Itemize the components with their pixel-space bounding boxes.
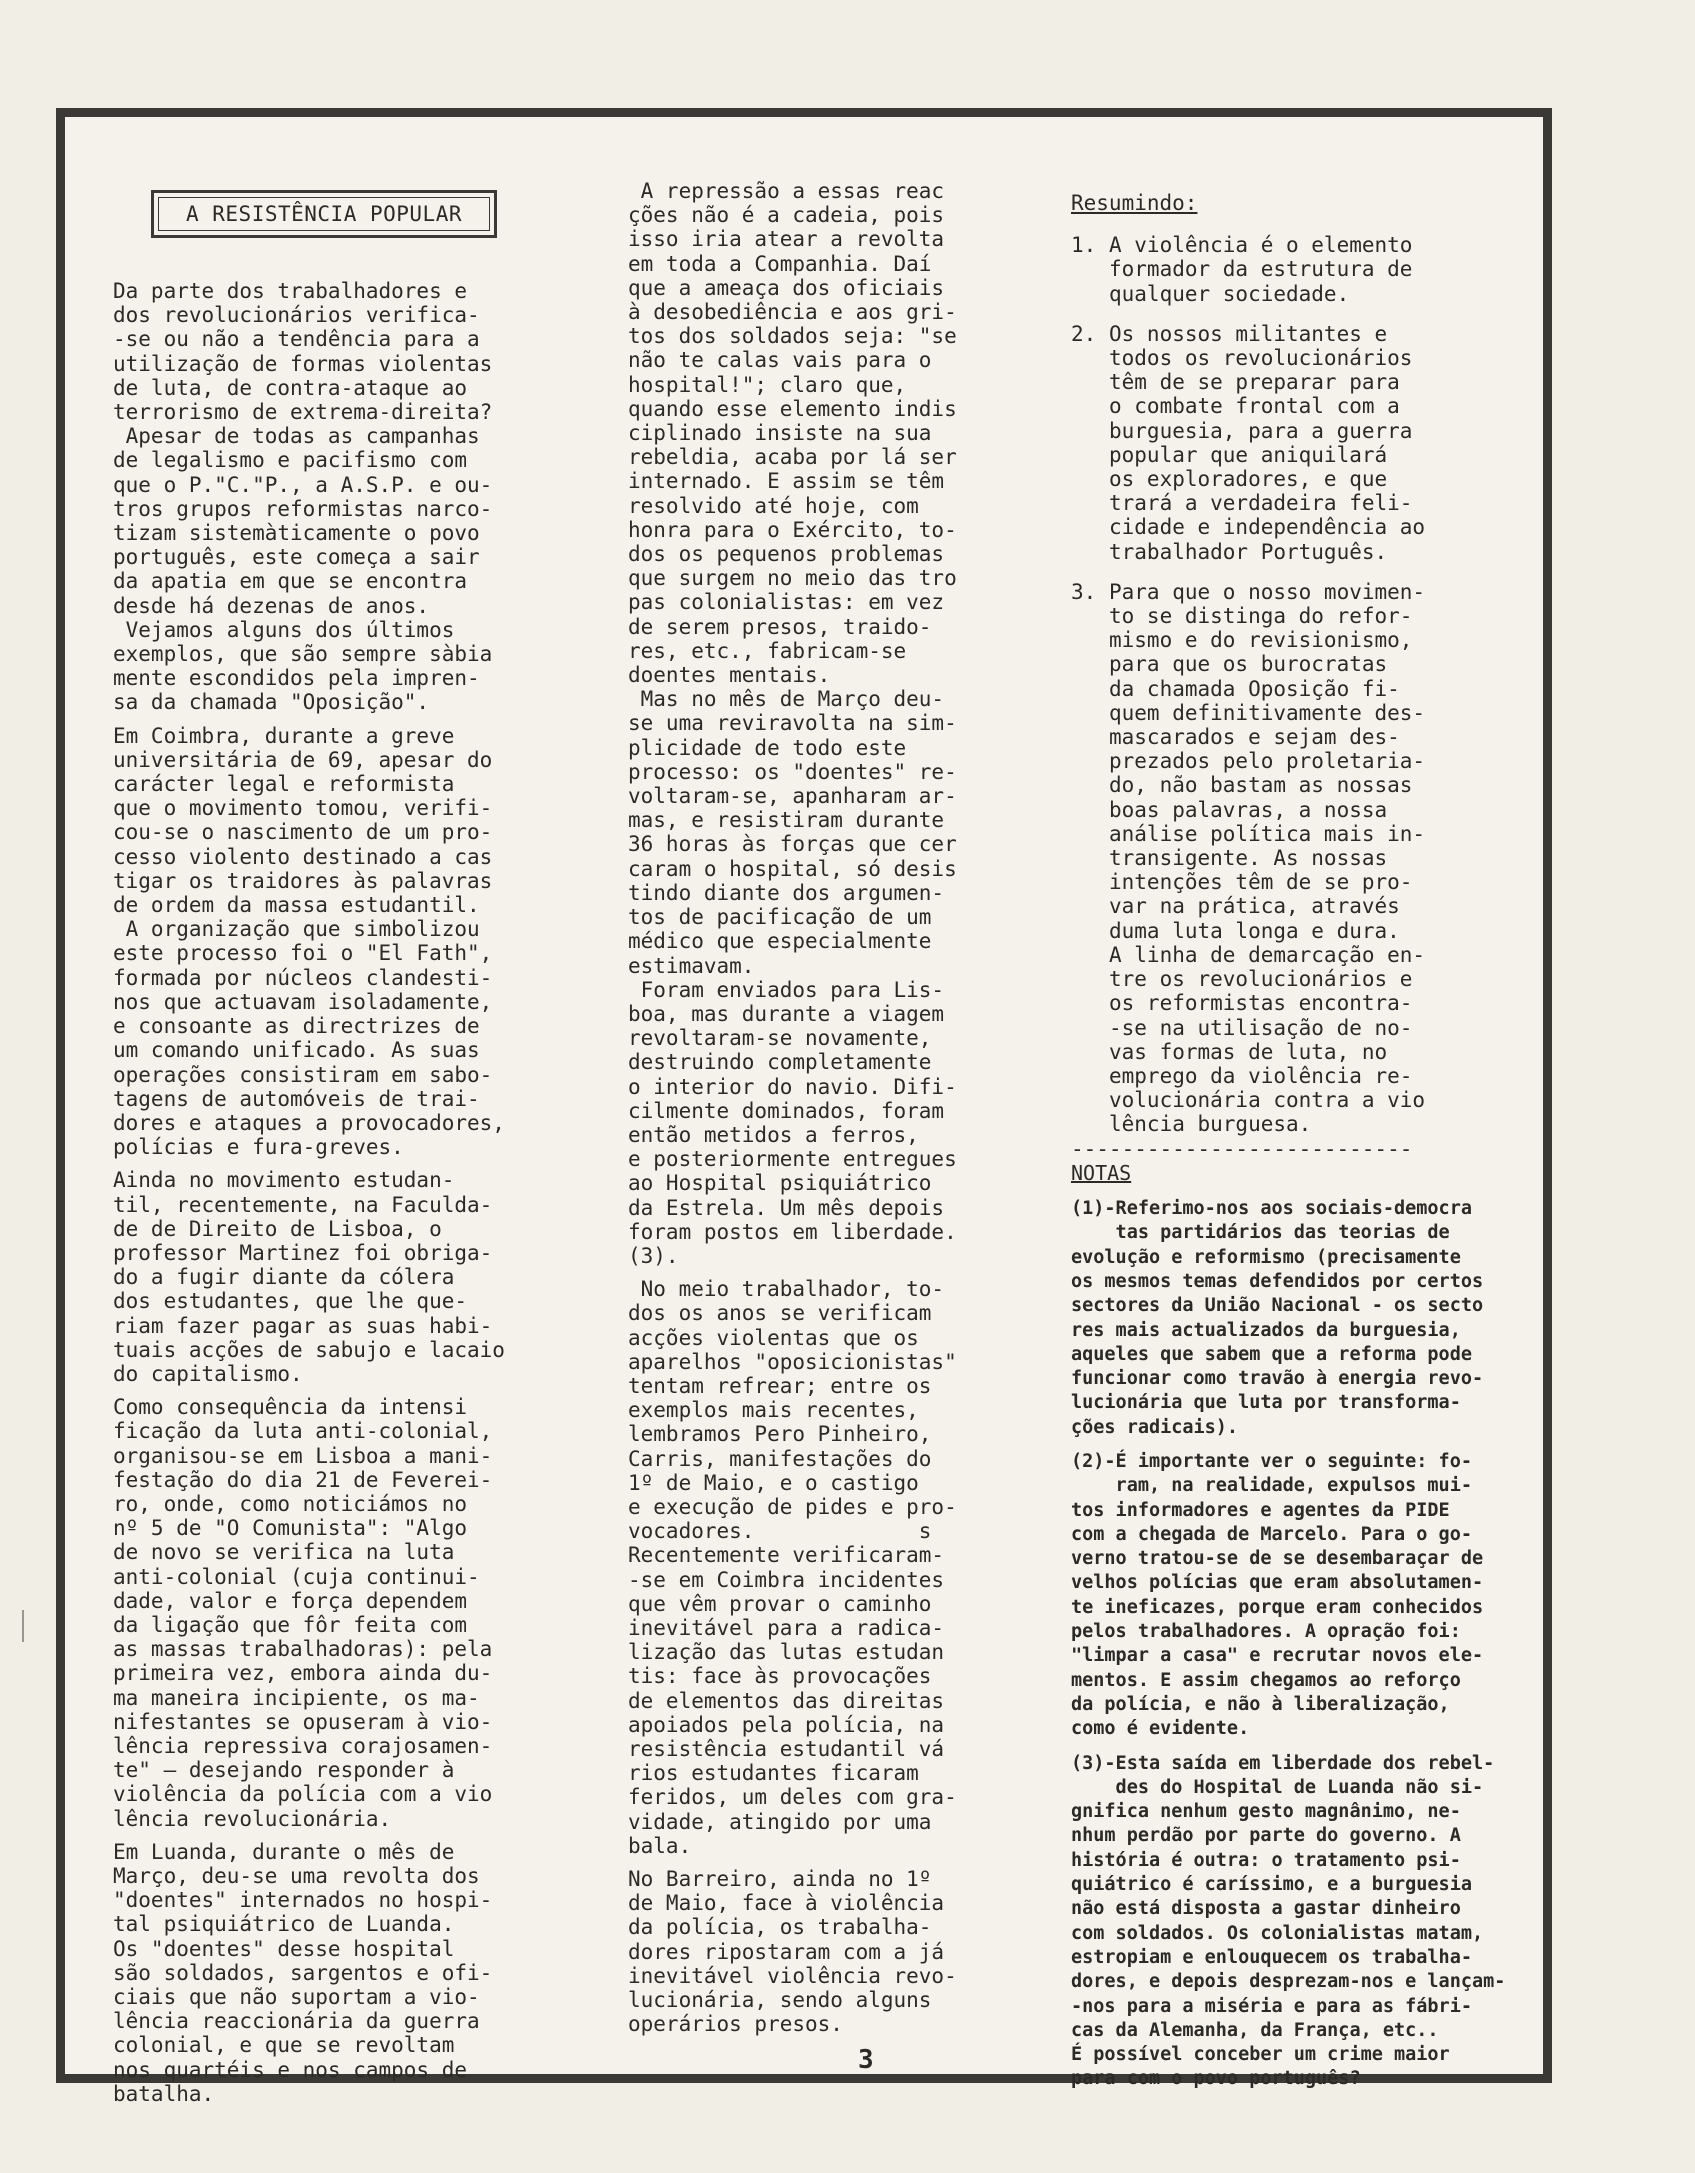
column1-paragraph: Em Luanda, durante o mês de Março, deu-se uma revolta dos "doentes" internados no hospi- tal psiquiátrico de Luanda. Os "doentes" desse hospital são soldados, sargentos e ofi- ciais que não suportam a vio- lência reaccionária da guerra colonial, e que se revoltam nos quartéis e nos campos de batalha. [113, 1839, 493, 2106]
summary-item-paragraph: Os nossos militantes e todos os revolucionários têm de se preparar para o combate frontal com a burguesia, para a guerra popular que aniquilará os exploradores, e que trará a verdadeira feli- cidade e independência ao trabalhador Português. [1109, 321, 1426, 564]
column1-paragraph: Em Coimbra, durante a greve universitária de 69, apesar do carácter legal e reformista que o movimento tomou, verifi- cou-se o nascimento de um pro- cesso violento destinado a cas tigar os traidores às palavras de ordem da massa estudantil. A organização que simbolizou este processo foi o "El Fath", formada por núcleos clandesti- nos que actuavam isoladamente, e consoante as directrizes de um comando unificado. As suas operações consistiram em sabo- tagens de automóveis de trai- dores e ataques a provocadores, polícias e fura-greves. [113, 723, 505, 1160]
note-item [1071, 1197, 1505, 1440]
column-right [1071, 191, 1505, 2092]
column2-paragraph: A repressão a essas reac ções não é a cadeia, pois isso iria atear a revolta em toda a Companhia. Daí que a ameaça dos oficiais à desobediência e aos gri- tos dos soldados seja: "se não te calas vais para o hospital!"; claro que, quando esse elemento indis ciplinado insiste na sua rebeldia, acaba por lá ser internado. E assim se têm resolvido até hoje, com honra para o Exército, to- dos os pequenos problemas que surgem no meio das tro pas colonialistas: em vez de serem presos, traido- res, etc., fabricam-se doentes mentais. Mas no mês de Março deu- se uma reviravolta na sim- plicidade de todo este processo: os "doentes" re- voltaram-se, apanharam ar- mas, e resistiram durante 36 horas às forças que cer caram o hospital, só desis tindo diante dos argumen- tos de pacificação de um médico que especialmente estimavam. Foram enviados para Lis- boa, mas durante a viagem revoltaram-se novamente, destruindo completamente o interior do navio. Difi- cilmente dominados, foram então metidos a ferros, e posteriormente entregues ao Hospital psiquiátrico da Estrela. Um mês depois foram postos em liberdade. (3). [628, 179, 957, 1268]
column-left [113, 279, 505, 2106]
scan-mark [22, 1610, 24, 1642]
summary-item-text [1109, 233, 1412, 306]
summary-item-number: 1. [1071, 233, 1097, 258]
note-paragraph: (2)-É importante ver o seguinte: fo- ram, na realidade, expulsos mui- tos informadores e agentes da PIDE com a chegada de Marcelo. Para o go- verno tratou-se de se desembaraçar de velhos polícias que eram absolutamen- te ineficazes, porque eram conhecidos pelos trabalhadores. A opração foi: "limpar a casa" e recrutar novos ele- mentos. E assim chegamos ao reforço da polícia, e não à liberalização, como é evidente. [1071, 1450, 1484, 1740]
note-item [1071, 1752, 1505, 2092]
summary-item-text [1109, 322, 1425, 564]
summary-item-text [1109, 580, 1425, 1137]
column-middle [628, 179, 957, 2036]
summary-item-paragraph: Para que o nosso movimen- to se distinga do refor- mismo e do revisionismo, para que os burocratas da chamada Oposição fi- quem definitivamente des- mascarados e sejam des- prezados pelo proletaria- do, não bastam as nossas boas palavras, a nossa análise política mais in- transigente. As nossas intenções têm de se pro- var na prática, através duma luta longa e dura. A linha de demarcação en- tre os revolucionários e os reformistas encontra- -se na utilisação de no- vas formas de luta, no emprego da violência re- volucionária contra a vio lência burguesa. [1109, 579, 1426, 1137]
page-number: 3 [858, 2045, 874, 2075]
column2-paragraph: No meio trabalhador, to- dos os anos se verificam acções violentas que os aparelhos "oposicionistas" tentam refrear; entre os exemplos mais recentes, lembramos Pero Pinheiro, Carris, manifestações do 1º de Maio, e o castigo e execução de pides e pro- vocadores. s Recentemente verificaram- -se em Coimbra incidentes que vêm provar o caminho inevitável para a radica- lização das lutas estudan tis: face às provocações de elementos das direitas apoiados pela polícia, na resistência estudantil vá rios estudantes ficaram feridos, um deles com gra- vidade, atingido por uma bala. [628, 1277, 957, 1858]
summary-item [1071, 580, 1505, 1137]
summary-item-number: 3. [1071, 579, 1097, 604]
note-paragraph: (3)-Esta saída em liberdade dos rebel- des do Hospital de Luanda não si- gnifica nenhum gesto magnânimo, ne- nhum perdão por parte do governo. A história é outra: o tratamento psi- quiátrico é caríssimo, e a burguesia não está disposta a gastar dinheiro com soldados. Os colonialistas matam, estropiam e enlouquecem os trabalha- dores, e depois desprezam-nos e lançam- -nos para a miséria e para as fábri- cas da Alemanha, da França, etc.. É possível conceber um crime maior para com o povo português? [1071, 1752, 1506, 2090]
page-title: A RESISTÊNCIA POPULAR [158, 197, 490, 231]
summary-item-paragraph: A violência é o elemento formador da estrutura de qualquer sociedade. [1109, 233, 1413, 306]
summary-item [1071, 322, 1505, 564]
summary-heading: Resumindo: [1071, 191, 1198, 215]
notes-section [1071, 1161, 1505, 2092]
title-box [151, 190, 497, 238]
column1-paragraph: Ainda no movimento estudan- til, recentemente, na Faculda- de de Direito de Lisboa, o professor Martinez foi obriga- do a fugir diante da cólera dos estudantes, que lhe que- riam fazer pagar as suas habi- tuais acções de sabujo e lacaio do capitalismo. [113, 1168, 505, 1386]
summary-list [1071, 233, 1505, 1136]
summary-item-number: 2. [1071, 321, 1097, 346]
note-item [1071, 1450, 1505, 1742]
column1-paragraph: Da parte dos trabalhadores e dos revolucionários verifica- -se ou não a tendência para a utilização de formas violentas de luta, de contra-ataque ao terrorismo de extrema-direita? Apesar de todas as campanhas de legalismo e pacifismo com que o P."C."P., a A.S.P. e ou- tros grupos reformistas narco- tizam sistemàticamente o povo português, este começa a sair da apatia em que se encontra desde há dezenas de anos. Vejamos alguns dos últimos exemplos, que são sempre sàbia mente escondidos pela impren- sa da chamada "Oposição". [113, 279, 493, 715]
notes-list [1071, 1197, 1505, 2092]
summary-item [1071, 233, 1505, 306]
notes-heading: NOTAS [1071, 1160, 1132, 1185]
column1-paragraph: Como consequência da intensi ficação da luta anti-colonial, organisou-se em Lisboa a mani- festação do dia 21 de Feverei- ro, onde, como noticiámos no nº 5 de "O Comunista": "Algo de novo se verifica na luta anti-colonial (cuja continui- dade, valor e força dependem da ligação que fôr feita com as massas trabalhadoras): pela primeira vez, embora ainda du- ma maneira incipiente, os ma- nifestantes se opuseram à vio- lência repressiva corajosamen- te" — desejando responder à violência da polícia com a vio lência revolucionária. [113, 1395, 493, 1831]
page-frame [56, 108, 1552, 2106]
note-paragraph: (1)-Referimo-nos aos sociais-democra tas partidários das teorias de evolução e reformismo (precisamente os mesmos temas defendidos por certos sectores da União Nacional - os secto res mais actualizados da burguesia, aqueles que sabem que a reforma pode funcionar como travão à energia revo- lucionária que luta por transforma- ções radicais). [1071, 1198, 1484, 1438]
column2-paragraph: No Barreiro, ainda no 1º de Maio, face à violência da polícia, os trabalha- dores ripostaram com a já inevitável violência revo- lucionária, sendo alguns operários presos. [628, 1867, 957, 2037]
divider: --------------------------- [1071, 1136, 1413, 1161]
